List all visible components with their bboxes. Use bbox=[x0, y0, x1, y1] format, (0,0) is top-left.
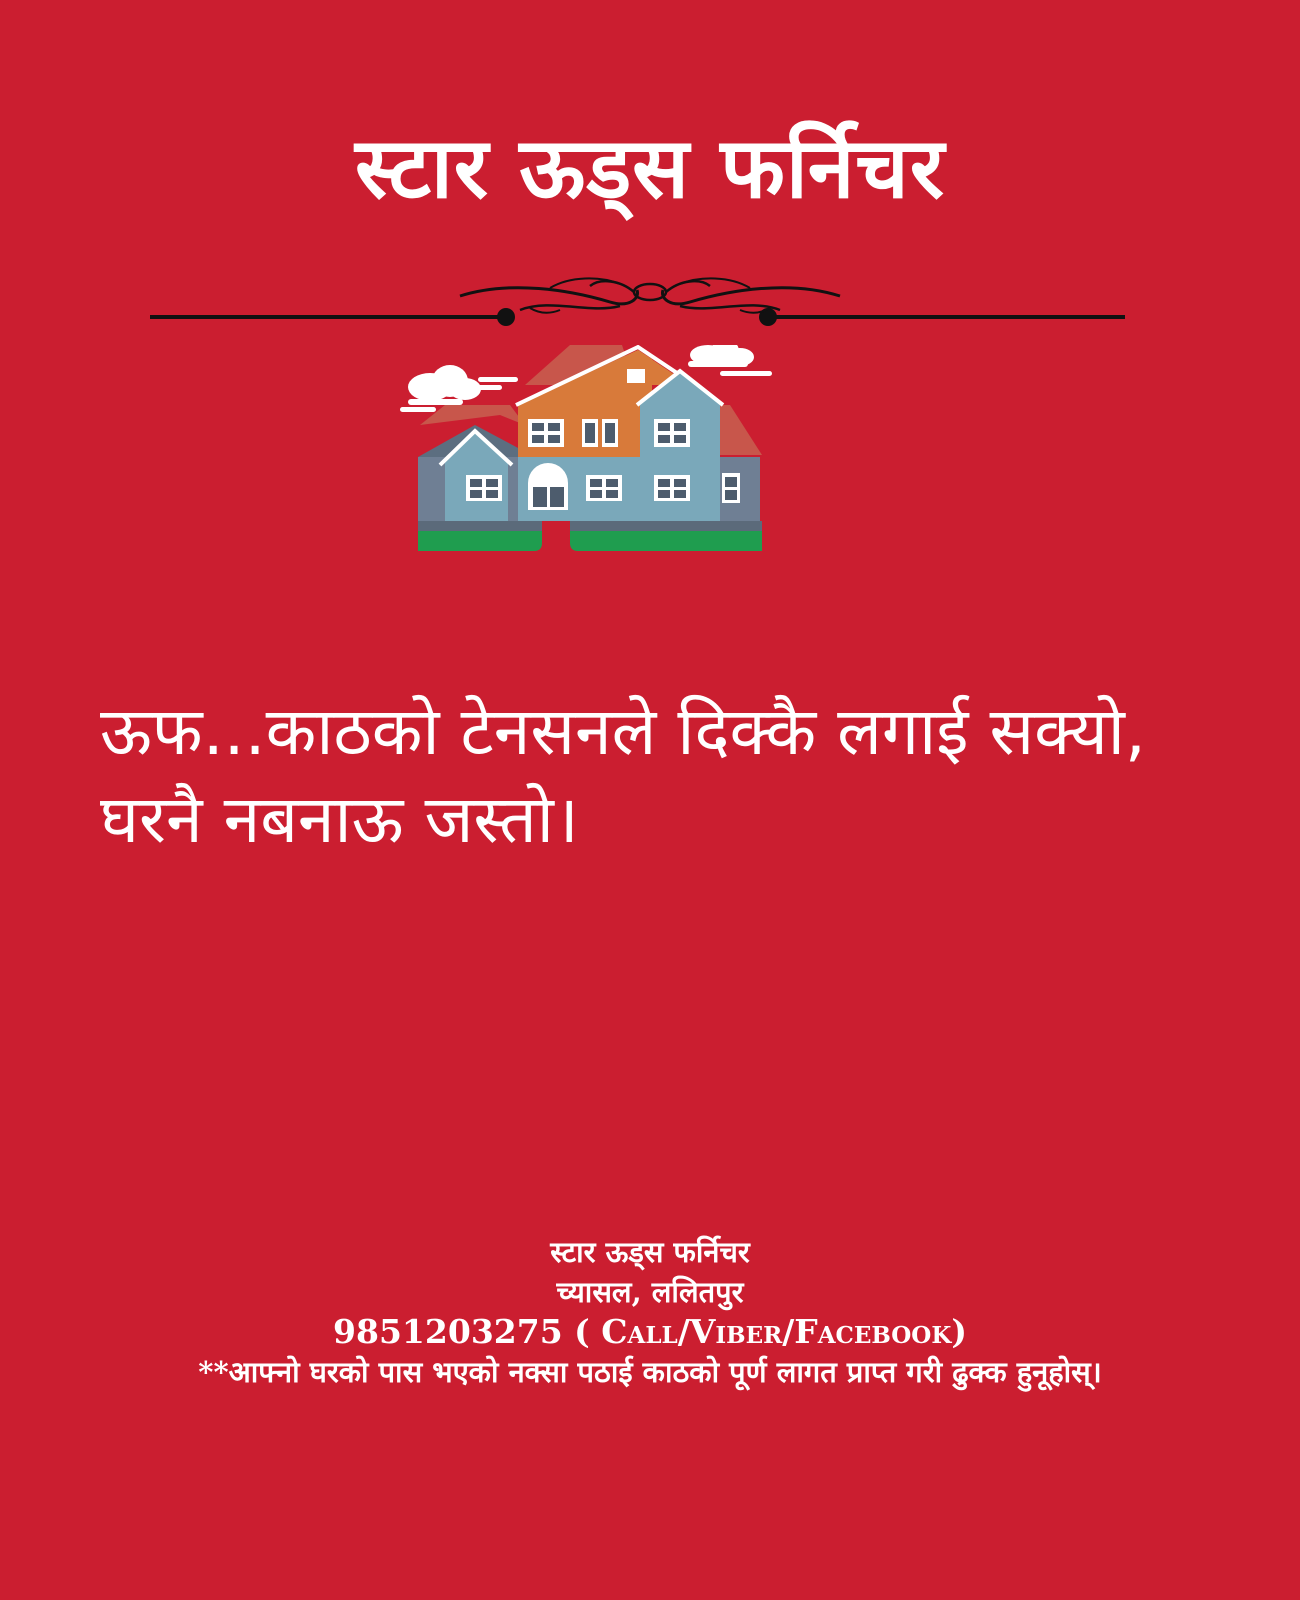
cloud-icon bbox=[400, 365, 518, 412]
headline-text: ऊफ...काठको टेनसनले दिक्कै लगाई सक्यो, घरनै नबनाऊ जस्तो। bbox=[100, 693, 1146, 858]
cloud-icon bbox=[688, 345, 772, 376]
ornamental-divider-icon bbox=[150, 270, 1150, 340]
business-name: स्टार ऊड्स फर्निचर bbox=[550, 1235, 750, 1269]
contact-footer bbox=[0, 1232, 1300, 1392]
house-illustration-icon bbox=[390, 345, 790, 565]
footer-note: **आफ्नो घरको पास भएको नक्सा पठाई काठको पूर्ण लागत प्राप्त गरी ढुक्क हुनूहोस्। bbox=[198, 1355, 1102, 1389]
business-location: च्यासल, ललितपुर bbox=[556, 1275, 744, 1309]
contact-channels: ( Call/Viber/Facebook) bbox=[574, 1312, 967, 1351]
phone-line bbox=[0, 1312, 1300, 1352]
phone-number[interactable]: 9851203275 bbox=[333, 1312, 563, 1351]
page-title: स्टार ऊड्स फर्निचर bbox=[354, 119, 946, 217]
